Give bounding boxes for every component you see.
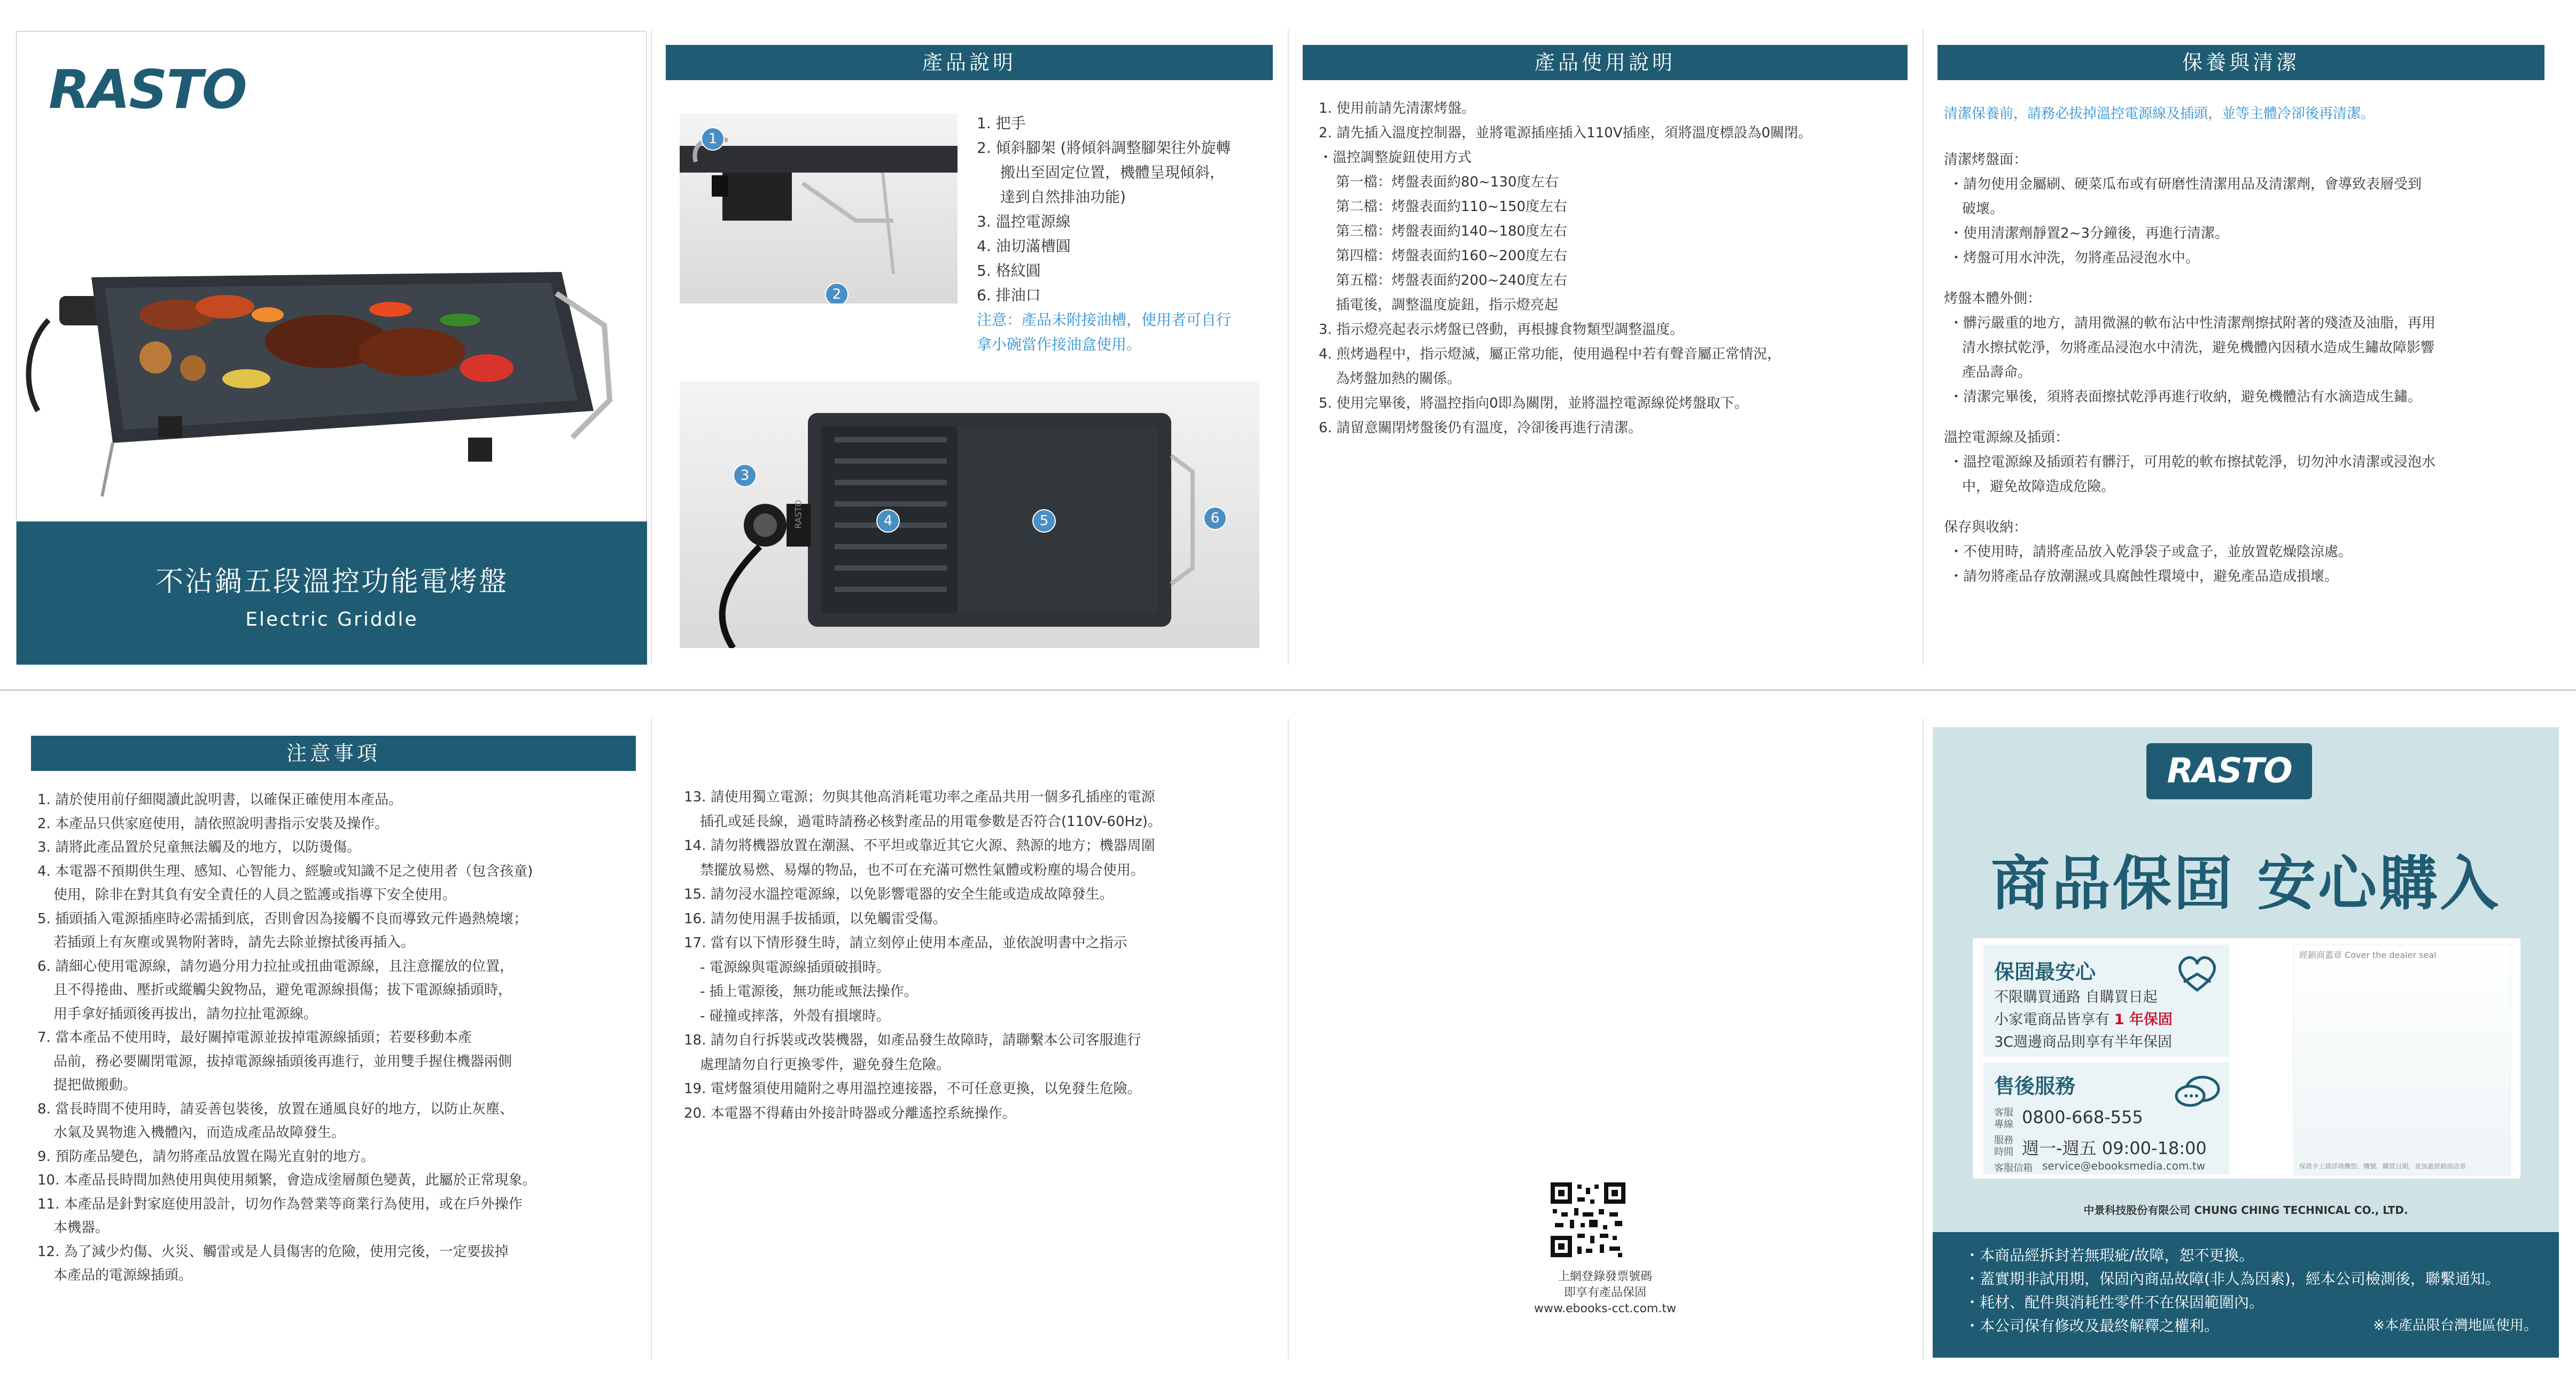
qr-code[interactable]: [1551, 1182, 1625, 1257]
product-title: 不沾鍋五段溫控功能電烤盤: [155, 566, 508, 598]
note-line: 2. 本產品只供家庭使用，請依照說明書指示安裝及操作。: [37, 815, 389, 832]
note-line: 11. 本產品是針對家庭使用設計，切勿作為營業等商業行為使用，或在戶外操作: [37, 1196, 523, 1212]
parts-item: 搬出至固定位置，機體呈現傾斜，: [1000, 163, 1225, 181]
usage-line: 第四檔：烤盤表面約160~200度左右: [1336, 248, 1568, 264]
heart-hand-icon: [2173, 953, 2221, 995]
safety-notes-list-2: [684, 785, 1162, 1126]
service-box: [1983, 1062, 2229, 1174]
note-text: 拿小碗當作接油盒使用。: [977, 336, 1142, 353]
usage-line: 第一檔：烤盤表面約80~130度左右: [1336, 174, 1559, 190]
hotline-label: 客服專線: [1994, 1107, 2013, 1130]
callout-badge-3: 3: [733, 464, 757, 487]
parts-item: 3. 溫控電源線: [977, 213, 1071, 230]
warranty-logo-box: [2146, 743, 2312, 799]
email-label: 客服信箱: [1994, 1163, 2033, 1174]
usage-line: 為烤盤加熱的關係。: [1336, 371, 1461, 387]
section-heading: 產品使用說明: [1303, 45, 1908, 80]
note-line: 且不得捲曲、壓折或縱觸尖銳物品，避免電源線損傷；拔下電源線插頭時，: [53, 982, 512, 998]
note-line: 5. 插頭插入電源插座時必需插到底，否則會因為接觸不良而導致元件過熱燒壞；: [37, 910, 528, 927]
note-line: 4. 本電器不預期供生理、感知、心智能力、經驗或知識不足之使用者（包含孩童): [37, 863, 533, 879]
usage-panel: [1288, 16, 1923, 665]
product-title-en: Electric Griddle: [245, 609, 418, 630]
care-panel: [1923, 16, 2559, 665]
care-line: ・請勿將產品存放潮濕或具腐蝕性環境中，避免產品造成損壞。: [1949, 568, 2339, 585]
safety-notes-panel: [16, 719, 651, 1360]
callout-badge-2: 2: [825, 283, 849, 303]
warranty-info-card: [1973, 938, 2520, 1179]
callout-badge-1: 1: [701, 127, 725, 151]
guarantee-highlight: 1 年保固: [2114, 1011, 2173, 1028]
note-line: 插孔或延長線，過電時請務必核對產品的用電參數是否符合(110V-60Hz)。: [700, 813, 1162, 830]
qr-caption-line: 即享有產品保固: [1563, 1286, 1646, 1299]
usage-line: 1. 使用前請先清潔烤盤。: [1319, 100, 1476, 116]
usage-line: 3. 指示燈亮起表示烤盤已啓動，再根據食物類型調整溫度。: [1319, 322, 1684, 338]
note-line: 本機器。: [53, 1220, 110, 1236]
product-description-panel: [651, 16, 1288, 665]
usage-line: 5. 使用完畢後，將溫控指向0即為關閉，並將溫控電源線從烤盤取下。: [1319, 395, 1748, 411]
note-line: 7. 當本產品不使用時，最好關掉電源並拔掉電源線插頭；若要移動本產: [37, 1030, 472, 1046]
note-line: 19. 電烤盤須使用隨附之專用溫控連接器，不可任意更換，以免發生危險。: [684, 1081, 1141, 1097]
care-line: 中，避免故障造成危險。: [1962, 479, 2115, 495]
care-line: ・清潔完畢後，須將表面擦拭乾淨再進行收納，避免機體沾有水滴造成生鏽。: [1949, 389, 2422, 405]
parts-item: 5. 格紋圓: [977, 262, 1041, 279]
safety-notes-panel-2: [651, 719, 1288, 1360]
note-line: 本產品的電源線插頭。: [53, 1267, 193, 1283]
service-email[interactable]: service@ebooksmedia.com.tw: [2042, 1159, 2206, 1172]
note-line: 10. 本產品長時間加熱使用與使用頻繁，會造成塗層顏色變黃，此屬於正常現象。: [37, 1172, 536, 1188]
note-line: 8. 當長時間不使用時，請妥善包裝後，放置在通風良好的地方，以防止灰塵、: [37, 1101, 514, 1117]
callout-badge-6: 6: [1203, 507, 1227, 530]
note-line: 禁擺放易燃、易爆的物品，也不可在充滿可燃性氣體或粉塵的場合使用。: [700, 862, 1145, 878]
note-line: 品前，務必要關閉電源，拔掉電源線插頭後再進行，並用雙手握住機器兩側: [53, 1053, 512, 1070]
care-line: ・溫控電源線及插頭若有髒汙，可用乾的軟布擦拭乾淨，切勿沖水清潔或浸泡水: [1949, 454, 2436, 470]
care-section-title: 清潔烤盤面：: [1944, 152, 2028, 168]
fold-line: [1923, 719, 1924, 1360]
section-heading: 注意事項: [31, 736, 636, 771]
chat-bubble-icon: [2173, 1070, 2221, 1113]
note-text: 注意：產品未附接油槽，使用者可自行: [977, 311, 1232, 329]
usage-line: 2. 請先插入溫度控制器，並將電源插座插入110V插座，須將溫度標設為0關閉。: [1319, 125, 1812, 141]
care-line: ・使用清潔劑靜置2~3分鐘後，再進行清潔。: [1949, 225, 2229, 241]
dealer-seal-area: [2293, 945, 2511, 1175]
note-line: 13. 請使用獨立電源；勿與其他高消耗電功率之產品共用一個多孔插座的電源: [684, 789, 1155, 805]
note-line: - 插上電源後，無功能或無法操作。: [700, 984, 918, 1000]
guarantee-text: [1994, 986, 2173, 1054]
dealer-seal-note: 保證卡上請詳填機型、機號、購買日期，並加蓋經銷商店章: [2299, 1163, 2466, 1170]
safety-notes-list: [37, 788, 536, 1288]
note-line: 處理請勿自行更換零件，避免發生危險。: [700, 1056, 951, 1073]
note-line: 9. 預防產品變色，請勿將產品放置在陽光直射的地方。: [37, 1148, 375, 1165]
note-line: 17. 當有以下情形發生時，請立刻停止使用本產品，並依說明書中之指示: [684, 935, 1127, 951]
usage-line: ・溫控調整旋鈕使用方式: [1319, 150, 1472, 166]
care-section-title: 烤盤本體外側：: [1944, 291, 2042, 307]
note-line: 6. 請細心使用電源線，請勿過分用力拉扯或扭曲電源線，且注意擺放的位置，: [37, 958, 514, 975]
note-line: 3. 請將此產品置於兒童無法觸及的地方，以防燙傷。: [37, 839, 361, 855]
hours-label: 服務時間: [1994, 1135, 2013, 1158]
care-line: ・不使用時，請將產品放入乾淨袋子或盒子，並放置乾燥陰涼處。: [1949, 544, 2353, 560]
care-line: 破壞。: [1962, 201, 2004, 217]
care-instructions: [1944, 102, 2435, 589]
company-name: 中景科技股份有限公司 CHUNG CHING TECHNICAL CO., LTD.: [2083, 1204, 2408, 1217]
fold-line-horizontal: [0, 689, 2576, 691]
side-view-photo: [680, 114, 958, 303]
dealer-seal-label: 經銷商蓋章 Cover the dealer seal: [2299, 950, 2437, 960]
usage-line: 第五檔：烤盤表面約200~240度左右: [1336, 272, 1568, 289]
usage-line: 插電後，調整溫度旋鈕，指示燈亮起: [1336, 297, 1559, 313]
care-section-title: 溫控電源線及插頭：: [1944, 430, 2069, 446]
terms-line: ・本公司保有修改及最終解釋之權利。: [1965, 1317, 2220, 1335]
parts-item: 1. 把手: [977, 114, 1026, 132]
note-line: 用手拿好插頭後再拔出，請勿拉扯電源線。: [53, 1006, 318, 1022]
note-line: 1. 請於使用前仔細閱讀此說明書，以確保正確使用本產品。: [37, 792, 403, 808]
callout-badge-5: 5: [1032, 509, 1056, 533]
note-line: 12. 為了減少灼傷、火災、觸雷或是人員傷害的危險，使用完後，一定要拔掉: [37, 1243, 509, 1260]
note-line: 20. 本電器不得藉由外接計時器或分離遙控系統操作。: [684, 1105, 1016, 1121]
care-line: 清水擦拭乾淨，勿將產品浸泡水中清洗，避免機體內因積水造成生鏽故障影響: [1962, 340, 2435, 356]
region-note: ※本產品限台灣地區使用。: [2373, 1318, 2538, 1334]
note-line: 水氣及異物進入機體內，而造成產品故障發生。: [53, 1125, 346, 1141]
terms-line: ・耗材、配件與消耗性零件不在保固範圍內。: [1965, 1294, 2264, 1311]
service-hours: 週一-週五 09:00-18:00: [2022, 1138, 2207, 1158]
qr-panel: [1288, 719, 1923, 1360]
warranty-headline: 商品保固 安心購入: [1990, 850, 2501, 918]
note-line: 14. 請勿將機器放置在潮濕、不平坦或靠近其它火源、熱源的地方；機器周圍: [684, 838, 1155, 854]
note-line: - 電源線與電源線插頭破損時。: [700, 959, 890, 976]
care-line: ・髒污嚴重的地方，請用微濕的軟布沾中性清潔劑擦拭附著的殘渣及油脂，再用: [1949, 315, 2436, 331]
brand-logo: RASTO: [49, 58, 246, 121]
parts-item: 6. 排油口: [977, 286, 1041, 304]
guarantee-line: 3C週邊商品則享有半年保固: [1994, 1034, 2173, 1050]
terms-line: ・蓋實期非試用期，保固內商品故障(非人為因素)，經本公司檢測後，聯繫通知。: [1965, 1270, 2500, 1288]
note-line: 提把做搬動。: [53, 1077, 137, 1093]
top-view-photo: [680, 381, 1259, 648]
usage-line: 第三檔：烤盤表面約140~180度左右: [1336, 223, 1568, 239]
parts-item: 達到自然排油功能): [1000, 188, 1126, 206]
usage-line: 6. 請留意關閉烤盤後仍有溫度，冷卻後再進行清潔。: [1319, 420, 1643, 436]
section-heading: 產品說明: [666, 45, 1273, 80]
guarantee-title: 保固最安心: [1994, 960, 2096, 984]
guarantee-line: 不限購買通路 自購買日起: [1994, 989, 2158, 1006]
care-line: ・請勿使用金屬刷、硬菜瓜布或有研磨性清潔用品及清潔劑，會導致表層受到: [1949, 176, 2422, 192]
care-intro: 清潔保養前，請務必拔掉溫控電源線及插頭，並等主體冷卻後再清潔。: [1944, 106, 2375, 122]
warranty-card: [1933, 727, 2559, 1358]
callout-badge-4: 4: [876, 509, 900, 533]
cover-title-band: [17, 521, 647, 665]
care-section-title: 保存與收納：: [1944, 519, 2028, 535]
care-line: 產品壽命。: [1962, 364, 2032, 380]
terms-box: [1933, 1232, 2559, 1358]
note-line: 16. 請勿使用濕手拔插頭，以免觸雷受傷。: [684, 910, 947, 927]
qr-url[interactable]: www.ebooks-cct.com.tw: [1534, 1302, 1676, 1315]
usage-line: 第二檔：烤盤表面約110~150度左右: [1336, 199, 1568, 215]
photo-brand-label: RASTO: [793, 500, 804, 529]
griddle-photo: [17, 208, 647, 507]
guarantee-line: 小家電商品皆享有: [1994, 1011, 2114, 1028]
qr-caption: [1288, 1269, 1923, 1317]
note-line: 使用，除非在對其負有安全責任的人員之監護或指導下安全使用。: [53, 887, 457, 903]
care-line: ・烤盤可用水沖洗，勿將產品浸泡水中。: [1949, 250, 2200, 266]
brand-logo: RASTO: [2167, 751, 2292, 791]
note-line: - 碰撞或摔落，外殼有損壞時。: [700, 1008, 890, 1024]
section-heading: 保養與清潔: [1937, 45, 2544, 80]
parts-item: 4. 油切滿槽圓: [977, 237, 1071, 255]
note-line: 若插頭上有灰塵或異物附著時，請先去除並擦拭後再插入。: [53, 934, 415, 951]
note-line: 15. 請勿浸水溫控電源線，以免影響電器的安全生能或造成故障發生。: [684, 886, 1114, 902]
guarantee-box: [1983, 945, 2229, 1057]
parts-item: 2. 傾斜腳架 (將傾斜調整腳架往外旋轉: [977, 139, 1231, 157]
note-line: 18. 請勿自行拆裝或改裝機器，如產品發生故障時，請聯繫本公司客服進行: [684, 1032, 1141, 1048]
qr-caption-line: 上網登錄發票號碼: [1558, 1270, 1652, 1283]
cover-panel: [16, 31, 647, 664]
terms-line: ・本商品經拆封若無瑕疵/故障，恕不更換。: [1965, 1246, 2254, 1264]
usage-instructions: [1319, 96, 1812, 440]
parts-list: [977, 111, 1231, 357]
hotline-number[interactable]: 0800-668-555: [2022, 1107, 2143, 1127]
usage-line: 4. 煎烤過程中，指示燈滅，屬正常功能，使用過程中若有聲音屬正常情況，: [1319, 346, 1781, 362]
service-title: 售後服務: [1994, 1074, 2076, 1098]
